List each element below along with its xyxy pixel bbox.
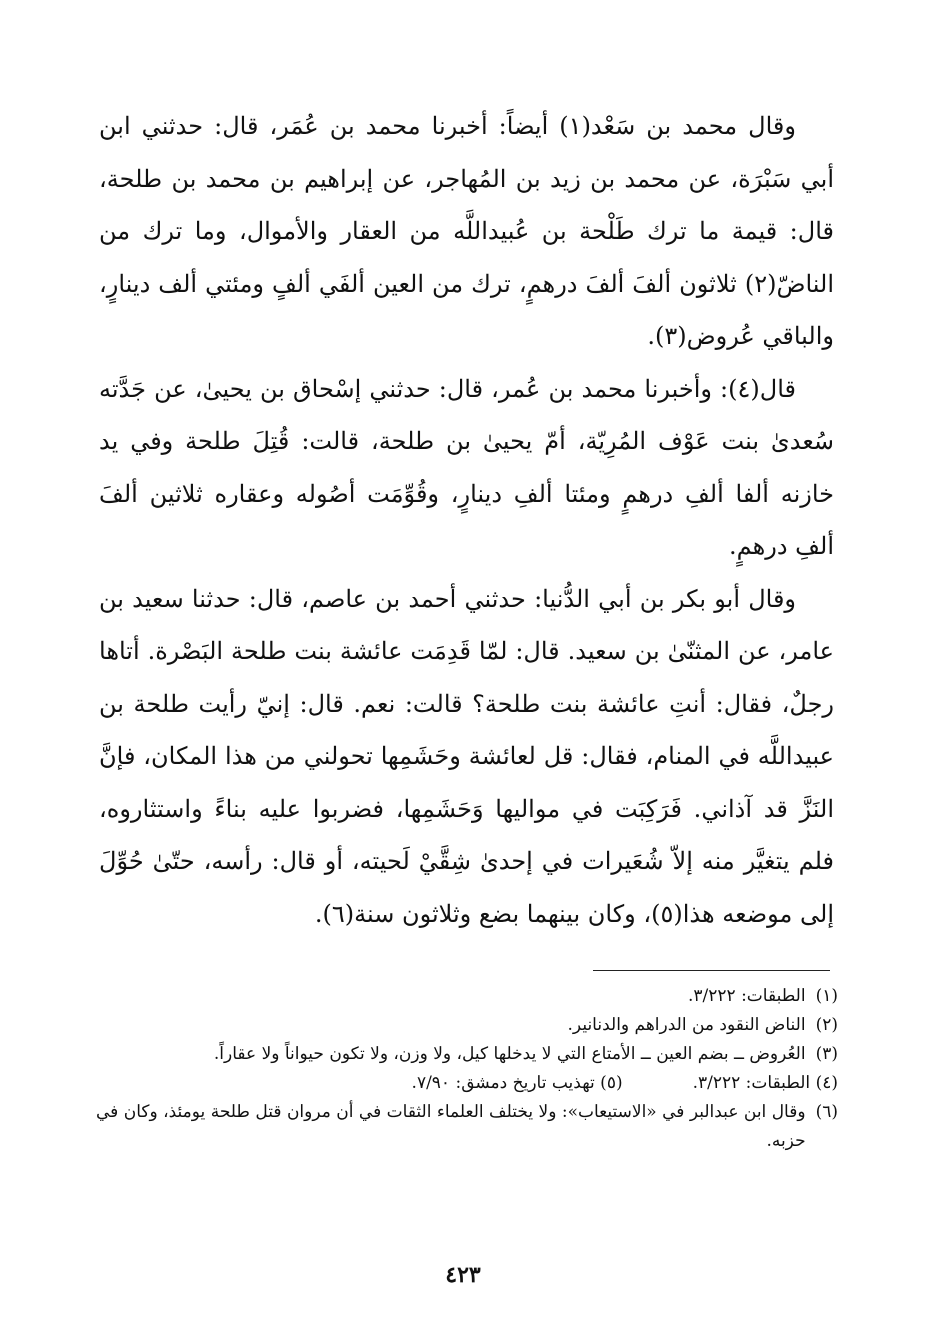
page-number: ٤٢٣: [445, 1262, 481, 1288]
footnote-text: وقال ابن عبدالبر في «الاستيعاب»: ولا يختلف العلماء الثقات في أن مروان قتل طلحة يومئذ، وكان في حزبه.: [96, 1102, 806, 1151]
footnote-number: (٤): [815, 1073, 838, 1093]
footnote-2: [96, 1011, 838, 1040]
footnote-number: (٦): [815, 1102, 838, 1122]
footnote-3: [96, 1040, 838, 1069]
footnote-text: الناض النقود من الدراهم والدنانير.: [567, 1015, 806, 1035]
footnote-4: [693, 1069, 838, 1098]
footnote-separator: [593, 970, 830, 971]
footnote-6: [96, 1098, 838, 1156]
footnote-text: تهذيب تاريخ دمشق: ٧/٩٠.: [411, 1073, 595, 1093]
main-text: [99, 100, 834, 940]
footnote-number: (٣): [815, 1044, 838, 1064]
footnote-5: [412, 1069, 623, 1098]
footnote-text: العُروض ــ بضم العين ــ الأمتاع التي لا يدخلها كيل، ولا وزن، ولا تكون حيواناً ولا عقاراً.: [213, 1044, 806, 1064]
paragraph-1: وقال محمد بن سَعْد(١) أيضاً: أخبرنا محمد بن عُمَر، قال: حدثني ابن أبي سَبْرَة، عن محمد بن زيد بن المُهاجر، عن إبراهيم بن محمد بن طلحة، قال: قيمة ما ترك طَلْحة بن عُبيداللَّه من العقار والأموال، وما ترك من الناضّ(٢) ثلاثون ألفَ ألفَ درهمٍ، ترك من العين ألفَي ألفٍ ومئتي ألف دينارٍ، والباقي عُروض(٣).: [99, 112, 834, 350]
footnote-number: (٢): [815, 1015, 838, 1035]
footnote-row-4-5: [96, 1069, 838, 1098]
footnotes: [96, 982, 838, 1156]
paragraph-2: قال(٤): وأخبرنا محمد بن عُمر، قال: حدثني إسْحاق بن يحيىٰ، عن جَدَّته سُعدىٰ بنت عَوْف المُرِيّة، أمّ يحيىٰ بن طلحة، قالت: قُتِلَ طلحة وفي يد خازنه ألفا ألفِ درهمٍ ومئتا ألفِ دينارٍ، وقُوِّمَت أصُوله وعقاره ثلاثين ألفَ ألفِ درهمٍ.: [99, 374, 834, 560]
footnote-text: الطبقات: ٣/٢٢٢.: [688, 986, 806, 1006]
footnote-number: (٥): [600, 1073, 623, 1093]
footnote-1: [96, 982, 838, 1011]
footnote-text: الطبقات: ٣/٢٢٢.: [692, 1073, 811, 1093]
footnote-number: (١): [815, 986, 838, 1006]
paragraph-3: وقال أبو بكر بن أبي الدُّنيا: حدثني أحمد بن عاصم، قال: حدثنا سعيد بن عامر، عن المثنّىٰ بن سعيد. قال: لمّا قَدِمَت عائشة بنت طلحة البَصْرة. أتاها رجلٌ، فقال: أنتِ عائشة بنت طلحة؟ قالت: نعم. قال: إنيّ رأيت طلحة بن عبيداللَّه في المنام، فقال: قل لعائشة وحَشَمِها تحولني من هذا المكان، فإنَّ النَزَّ قد آذاني. فَرَكِبَت في مواليها وَحَشَمِها، فضربوا عليه بناءً واستثاروه، فلم يتغيَّر منه إلاّ شُعَيرات في إحدىٰ شِقَّيْ لَحيته، أو قال: رأسه، حتّىٰ حُوِّلَ إلى موضعه هذا(٥)، وكان بينهما بضع وثلاثون سنة(٦).: [99, 584, 835, 928]
